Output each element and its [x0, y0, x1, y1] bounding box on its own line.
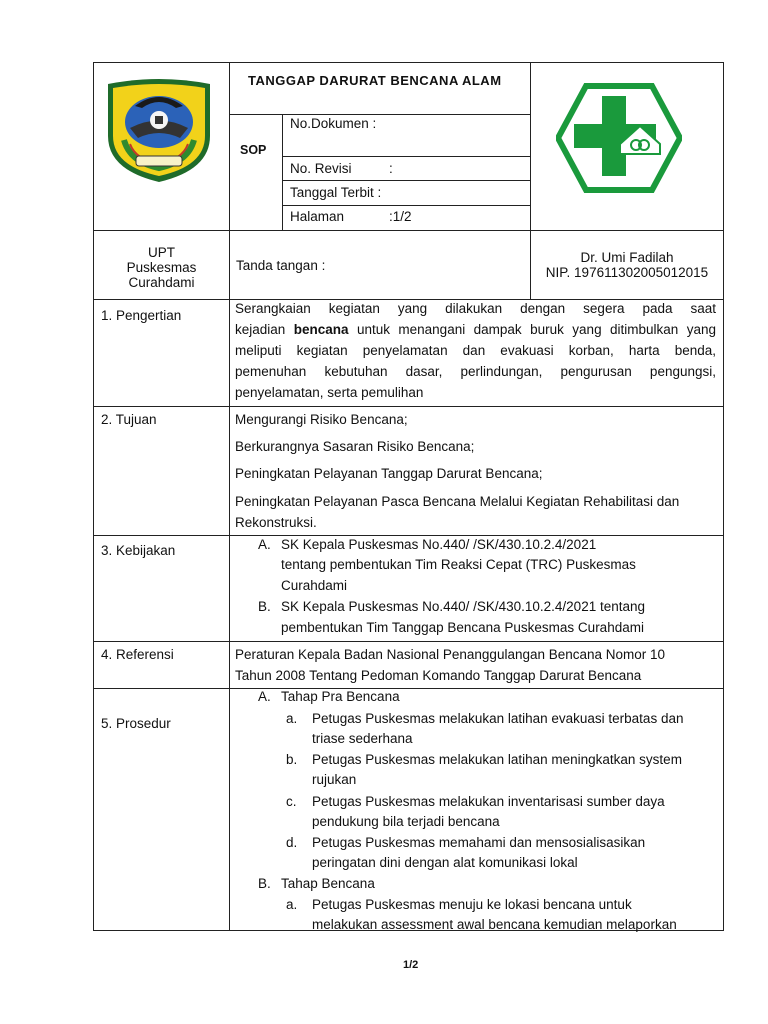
regional-emblem-logo: [100, 78, 218, 186]
prosedur-a-item-c-marker: c.: [286, 794, 297, 809]
prosedur-b-title: Tahap Bencana: [281, 876, 375, 891]
prosedur-a-item-b-line-2: rujukan: [312, 772, 357, 787]
prosedur-a-item-c-line-1: Petugas Puskesmas melakukan inventarisasi sumber daya: [312, 794, 665, 809]
pengertian-line-1: Serangkaian kegiatan yang dilakukan dengan segera pada saat: [235, 301, 716, 316]
signer-nip: NIP. 197611302005012015: [545, 265, 709, 280]
org-line-2: Puskesmas: [126, 260, 197, 275]
signer-block: [531, 250, 723, 280]
pengertian-line-2: [235, 319, 716, 340]
sop-label: SOP: [240, 143, 267, 157]
document-title: TANGGAP DARURAT BENCANA ALAM: [248, 73, 502, 88]
no-dokumen-label: No.Dokumen :: [290, 116, 377, 131]
prosedur-a-item-d-marker: d.: [286, 835, 298, 850]
pengertian-line-3: meliputi kegiatan penyelamatan dan evakuasi korban, harta benda,: [235, 343, 716, 358]
tanggal-terbit-label: Tanggal Terbit :: [290, 185, 382, 200]
prosedur-a-item-c-line-2: pendukung bila terjadi bencana: [312, 814, 500, 829]
kebijakan-a-marker: A.: [258, 537, 271, 552]
pengertian-line-2-post: untuk menangani dampak buruk yang ditimbulkan yang: [348, 322, 716, 337]
pengertian-text: [235, 298, 716, 403]
kebijakan-a-line-3: Curahdami: [281, 578, 348, 593]
prosedur-a-item-d-line-1: Petugas Puskesmas memahami dan mensosialisasikan: [312, 835, 646, 850]
puskesmas-cross-logo: [556, 82, 682, 194]
pengertian-bold-term: bencana: [293, 322, 349, 337]
prosedur-b-item-a-marker: a.: [286, 897, 298, 912]
prosedur-a-item-b-marker: b.: [286, 752, 298, 767]
kebijakan-a-line-2: tentang pembentukan Tim Reaksi Cepat (TRC) Puskesmas: [281, 557, 636, 572]
section-label-pengertian: 1. Pengertian: [101, 308, 182, 323]
kebijakan-b-line-2: pembentukan Tim Tanggap Bencana Puskesmas Curahdami: [281, 620, 644, 635]
no-revisi-value: :: [389, 161, 393, 176]
prosedur-a-item-a-line-2: triase sederhana: [312, 731, 413, 746]
referensi-line-2: Tahun 2008 Tentang Pedoman Komando Tanggap Darurat Bencana: [235, 668, 642, 683]
section-label-tujuan: 2. Tujuan: [101, 412, 157, 427]
kebijakan-a-line-1: SK Kepala Puskesmas No.440/ /SK/430.10.2.4/2021: [281, 537, 597, 552]
tujuan-item-3: Peningkatan Pelayanan Tanggap Darurat Bencana;: [235, 466, 543, 481]
prosedur-a-marker: A.: [258, 689, 271, 704]
section-label-kebijakan: 3. Kebijakan: [101, 543, 176, 558]
prosedur-b-item-a-line-1: Petugas Puskesmas menuju ke lokasi bencana untuk: [312, 897, 632, 912]
tujuan-item-2: Berkurangnya Sasaran Risiko Bencana;: [235, 439, 475, 454]
halaman-value: :1/2: [389, 209, 412, 224]
tujuan-item-1: Mengurangi Risiko Bencana;: [235, 412, 408, 427]
pengertian-line-2-pre: kejadian: [235, 322, 294, 337]
tujuan-item-4: Peningkatan Pelayanan Pasca Bencana Melalui Kegiatan Rehabilitasi dan: [235, 494, 680, 509]
prosedur-a-title: Tahap Pra Bencana: [281, 689, 400, 704]
prosedur-a-item-a-marker: a.: [286, 711, 298, 726]
kebijakan-b-marker: B.: [258, 599, 271, 614]
signer-name: Dr. Umi Fadilah: [580, 250, 674, 265]
prosedur-a-item-d-line-2: peringatan dini dengan alat komunikasi lokal: [312, 855, 578, 870]
section-label-prosedur: 5. Prosedur: [101, 716, 171, 731]
prosedur-b-item-a-line-2: melakukan assessment awal bencana kemudian melaporkan: [312, 917, 677, 932]
pengertian-line-5: penyelamatan, serta pemulihan: [235, 385, 424, 400]
page-number: 1/2: [403, 959, 419, 971]
tujuan-item-4-cont: Rekonstruksi.: [235, 515, 317, 530]
referensi-line-1: Peraturan Kepala Badan Nasional Penanggulangan Bencana Nomor 10: [235, 647, 666, 662]
kebijakan-b-line-1: SK Kepala Puskesmas No.440/ /SK/430.10.2.4/2021 tentang: [281, 599, 645, 614]
prosedur-b-marker: B.: [258, 876, 271, 891]
org-line-3: Curahdami: [128, 275, 195, 290]
org-line-1: UPT: [148, 245, 175, 260]
no-revisi-label: No. Revisi: [290, 161, 352, 176]
prosedur-a-item-b-line-1: Petugas Puskesmas melakukan latihan meningkatkan system: [312, 752, 682, 767]
pengertian-line-4: pemenuhan kebutuhan dasar, perlindungan, pengurusan pengungsi,: [235, 364, 716, 379]
organization-name: [94, 245, 229, 290]
halaman-label: Halaman: [290, 209, 345, 224]
signature-label: Tanda tangan :: [236, 258, 326, 273]
prosedur-a-item-a-line-1: Petugas Puskesmas melakukan latihan evakuasi terbatas dan: [312, 711, 684, 726]
section-label-referensi: 4. Referensi: [101, 647, 174, 662]
